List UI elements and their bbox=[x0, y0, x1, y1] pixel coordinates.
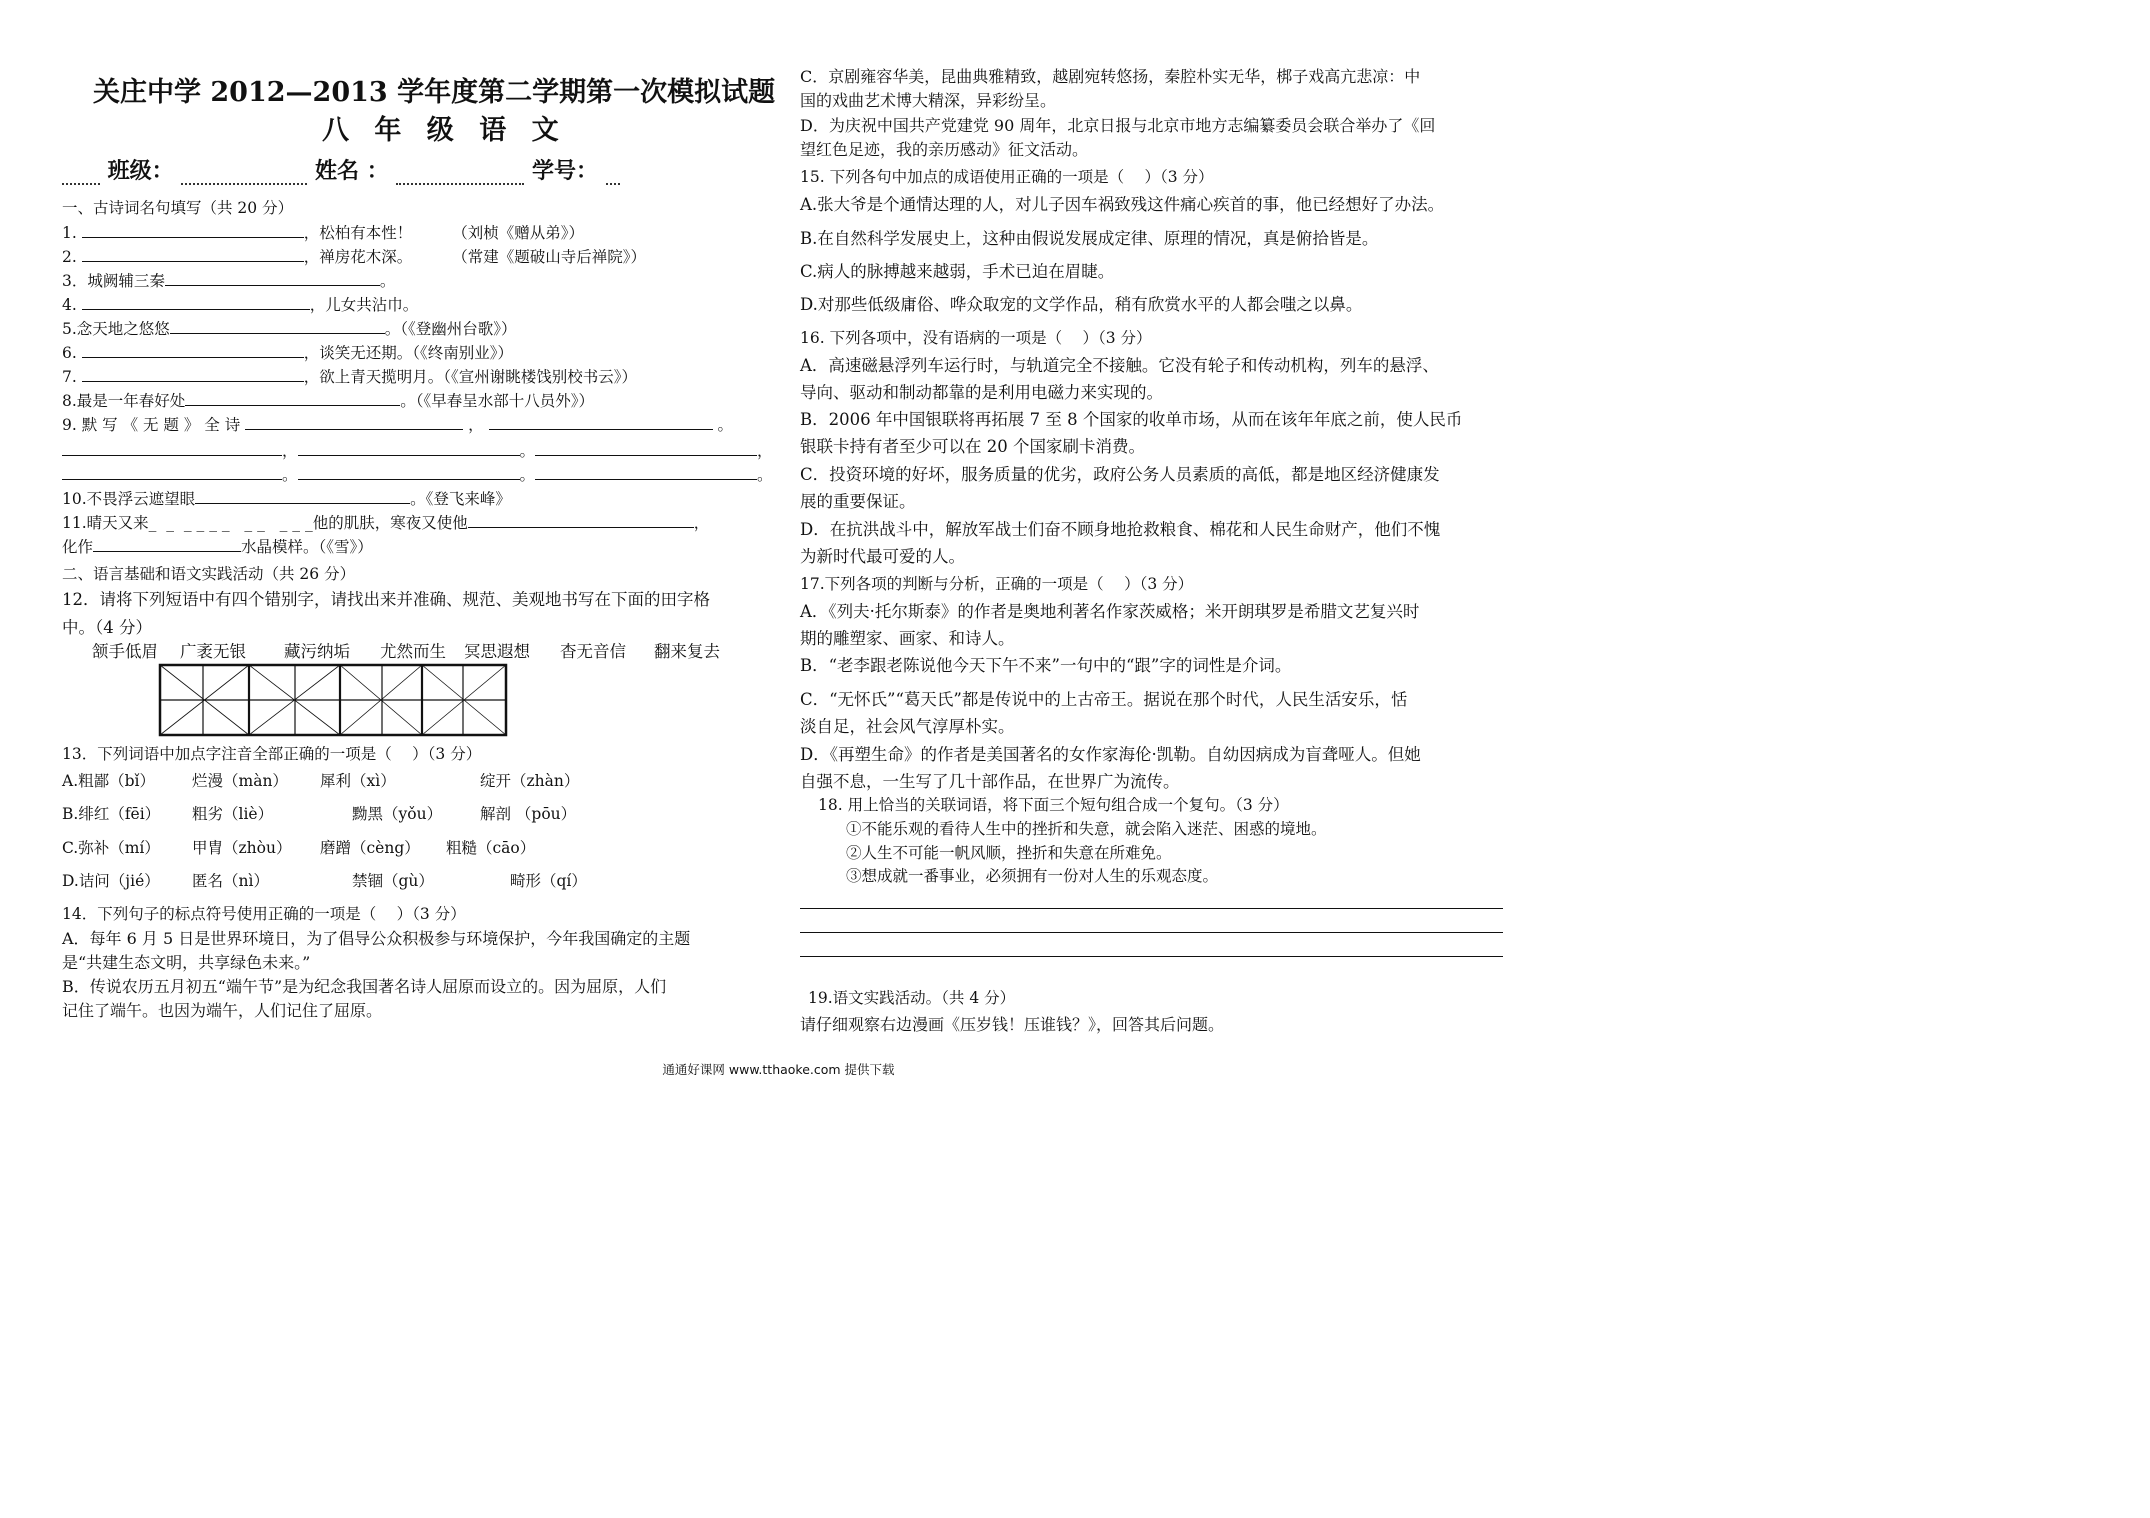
question-9-line3: 。 。 。 bbox=[62, 463, 773, 486]
question-19: 19.语文实践活动。（共 4 分） bbox=[808, 989, 1016, 1007]
q17-option-c-line2: 淡自足，社会风气淳厚朴实。 bbox=[800, 717, 1015, 736]
q16-option-b-line2: 银联卡持有者至少可以在 20 个国家刷卡消费。 bbox=[800, 437, 1145, 456]
q16-option-a-line2: 导向、驱动和制动都靠的是利用电磁力来实现的。 bbox=[800, 383, 1163, 402]
question-16: 16. 下列各项中，没有语病的一项是（ ）（3 分） bbox=[800, 329, 1152, 347]
question-18: 18. 用上恰当的关联词语，将下面三个短句组合成一个复句。（3 分） bbox=[818, 796, 1289, 814]
q14-option-b-line2: 记住了端午。也因为端午，人们记住了屈原。 bbox=[62, 1001, 383, 1020]
q14-option-c-line2: 国的戏曲艺术博大精深，异彩纷呈。 bbox=[800, 91, 1057, 110]
q18-sentence-1: ①不能乐观的看待人生中的挫折和失意，就会陷入迷茫、困惑的境地。 bbox=[846, 820, 1327, 838]
q14-option-a-line2: 是“共建生态文明，共享绿色未来。” bbox=[62, 953, 311, 972]
question-13: 13．下列词语中加点字注音全部正确的一项是（ ）（3 分） bbox=[62, 745, 482, 763]
q14-option-d[interactable]: D．为庆祝中国共产党建党 90 周年，北京日报与北京市地方志编纂委员会联合举办了《回 bbox=[800, 116, 1436, 135]
answer-line-3[interactable] bbox=[800, 956, 1503, 957]
exam-title: 关庄中学 2012—2013 学年度第二学期第一次模拟试题 bbox=[93, 77, 776, 108]
q14-option-b[interactable]: B．传说农历五月初五“端午节”是为纪念我国著名诗人屈原而设立的。因为屈原，人们 bbox=[62, 977, 667, 996]
question-4: 4. ，儿女共沾巾。 bbox=[62, 293, 418, 316]
question-5: 5.念天地之悠悠 。（《登幽州台歌》） bbox=[62, 317, 517, 340]
question-7: 7. ，欲上青天揽明月。（《宣州谢眺楼饯别校书云》） bbox=[62, 365, 637, 388]
question-8: 8.最是一年春好处 。（《早春呈水部十八员外》） bbox=[62, 389, 594, 412]
question-2: 2. ，禅房花木深。 （常建《题破山寺后禅院》） bbox=[62, 245, 646, 268]
question-9: 9. 默 写 《 无 题 》 全 诗 ， 。 bbox=[62, 413, 733, 436]
section1-title: 一、古诗词名句填写（共 20 分） bbox=[62, 199, 294, 217]
q17-option-a-line2: 期的雕塑家、画家、和诗人。 bbox=[800, 629, 1015, 648]
q13-option-d[interactable]: D.诘问（jié） 匿名（nì） 禁锢（gù） 畸形（qí） bbox=[62, 872, 587, 890]
question-12: 12．请将下列短语中有四个错别字，请找出来并准确、规范、美观地书写在下面的田字格 bbox=[62, 590, 710, 609]
q16-option-c[interactable]: C．投资环境的好坏，服务质量的优劣，政府公务人员素质的高低，都是地区经济健康发 bbox=[800, 465, 1440, 484]
question-15: 15. 下列各句中加点的成语使用正确的一项是（ ）（3 分） bbox=[800, 168, 1214, 186]
question-12-line2: 中。（4 分） bbox=[62, 618, 152, 637]
exam-subtitle: 八 年 级 语 文 bbox=[322, 115, 567, 146]
q13-option-c[interactable]: C.弥补（mí） 甲胄（zhòu） 磨蹭（cèng） 粗糙（cāo） bbox=[62, 839, 536, 857]
question-6: 6. ，谈笑无还期。（《终南别业》） bbox=[62, 341, 513, 364]
q16-option-c-line2: 展的重要保证。 bbox=[800, 492, 916, 511]
q16-option-a[interactable]: A．高速磁悬浮列车运行时，与轨道完全不接触。它没有轮子和传动机构，列车的悬浮、 bbox=[800, 356, 1439, 375]
q19-text: 请仔细观察右边漫画《压岁钱！压谁钱？》，回答其后问题。 bbox=[800, 1015, 1225, 1034]
id-label: 学号： bbox=[532, 158, 599, 184]
q17-option-a[interactable]: A．《列夫·托尔斯泰》的作者是奥地利著名作家茨威格；米开朗琪罗是希腊文艺复兴时 bbox=[800, 602, 1420, 621]
question-14: 14．下列句子的标点符号使用正确的一项是（ ）（3 分） bbox=[62, 905, 466, 923]
question-17: 17.下列各项的判断与分析，正确的一项是（ ）（3 分） bbox=[800, 575, 1194, 593]
answer-line-2[interactable] bbox=[800, 932, 1503, 933]
q14-option-a[interactable]: A．每年 6 月 5 日是世界环境日，为了倡导公众积极参与环境保护，今年我国确定的主题 bbox=[62, 929, 691, 948]
question-11: 11.晴天又来_ _ _ _ _ _ _ _ _ _ _他的肌肤，寒夜又使他 ， bbox=[62, 511, 709, 534]
class-label: 班级： bbox=[107, 158, 174, 184]
q13-option-a[interactable]: A.粗鄙（bǐ） 烂漫（màn） 犀利（xì） 绽开（zhàn） bbox=[62, 772, 580, 790]
q17-option-d[interactable]: D．《再塑生命》的作者是美国著名的女作家海伦·凯勒。自幼因病成为盲聋哑人。但她 bbox=[800, 745, 1421, 764]
question-11-line2: 化作 水晶模样。（《雪》） bbox=[62, 535, 373, 558]
question-1: 1. ，松柏有本性！ （刘桢《赠从弟》） bbox=[62, 221, 584, 244]
q16-option-d[interactable]: D．在抗洪战斗中，解放军战士们奋不顾身地抢救粮食、棉花和人民生命财产，他们不愧 bbox=[800, 520, 1441, 539]
q16-option-d-line2: 为新时代最可爱的人。 bbox=[800, 547, 965, 566]
q17-option-b[interactable]: B．“老李跟老陈说他今天下午不来”一句中的“跟”字的词性是介词。 bbox=[800, 656, 1292, 675]
q17-option-c[interactable]: C．“无怀氏”“葛天氏”都是传说中的上古帝王。据说在那个时代，人民生活安乐，恬 bbox=[800, 690, 1408, 709]
q16-option-b[interactable]: B．2006 年中国银联将再拓展 7 至 8 个国家的收单市场，从而在该年年底之前，使人民币 bbox=[800, 410, 1463, 429]
question-9-line2: ， 。 ， bbox=[62, 439, 773, 462]
q14-option-c[interactable]: C．京剧雍容华美，昆曲典雅精致，越剧宛转悠扬，秦腔朴实无华，梆子戏高亢悲凉：中 bbox=[800, 67, 1421, 86]
q15-option-c[interactable]: C.病人的脉搏越来越弱，手术已迫在眉睫。 bbox=[800, 262, 1115, 281]
q15-option-a[interactable]: A.张大爷是个通情达理的人，对儿子因车祸致残这件痛心疾首的事，他已经想好了办法。 bbox=[800, 195, 1445, 214]
q13-option-b[interactable]: B.绯红（fēi） 粗劣（liè） 黝黑（yǒu） 解剖 （pōu） bbox=[62, 805, 577, 823]
section2-title: 二、语言基础和语文实践活动（共 26 分） bbox=[62, 565, 356, 583]
question-10: 10.不畏浮云遮望眼 。《登飞来峰》 bbox=[62, 487, 511, 510]
q15-option-b[interactable]: B.在自然科学发展史上，这种由假说发展成定律、原理的情况，真是俯拾皆是。 bbox=[800, 229, 1379, 248]
q15-option-d[interactable]: D.对那些低级庸俗、哗众取宠的文学作品，稍有欣赏水平的人都会嗤之以鼻。 bbox=[800, 295, 1363, 314]
question-3: 3．城阙辅三秦 。 bbox=[62, 269, 395, 292]
q17-option-d-line2: 自强不息，一生写了几十部作品，在世界广为流传。 bbox=[800, 772, 1180, 791]
q18-sentence-3: ③想成就一番事业，必须拥有一份对人生的乐观态度。 bbox=[846, 867, 1219, 885]
q12-phrases: 颔手低眉 广袤无银 藏污纳垢 尤然而生 冥思遐想 杳无音信 翻来复去 bbox=[92, 642, 720, 661]
name-label: 姓名 ： bbox=[315, 158, 389, 184]
q14-option-d-line2: 望红色足迹，我的亲历感动》征文活动。 bbox=[800, 140, 1089, 159]
answer-line-1[interactable] bbox=[800, 908, 1503, 909]
q18-sentence-2: ②人生不可能一帆风顺，挫折和失意在所难免。 bbox=[846, 844, 1172, 862]
footer-source: 通通好课网 www.tthaoke.com 提供下载 bbox=[662, 1062, 895, 1077]
